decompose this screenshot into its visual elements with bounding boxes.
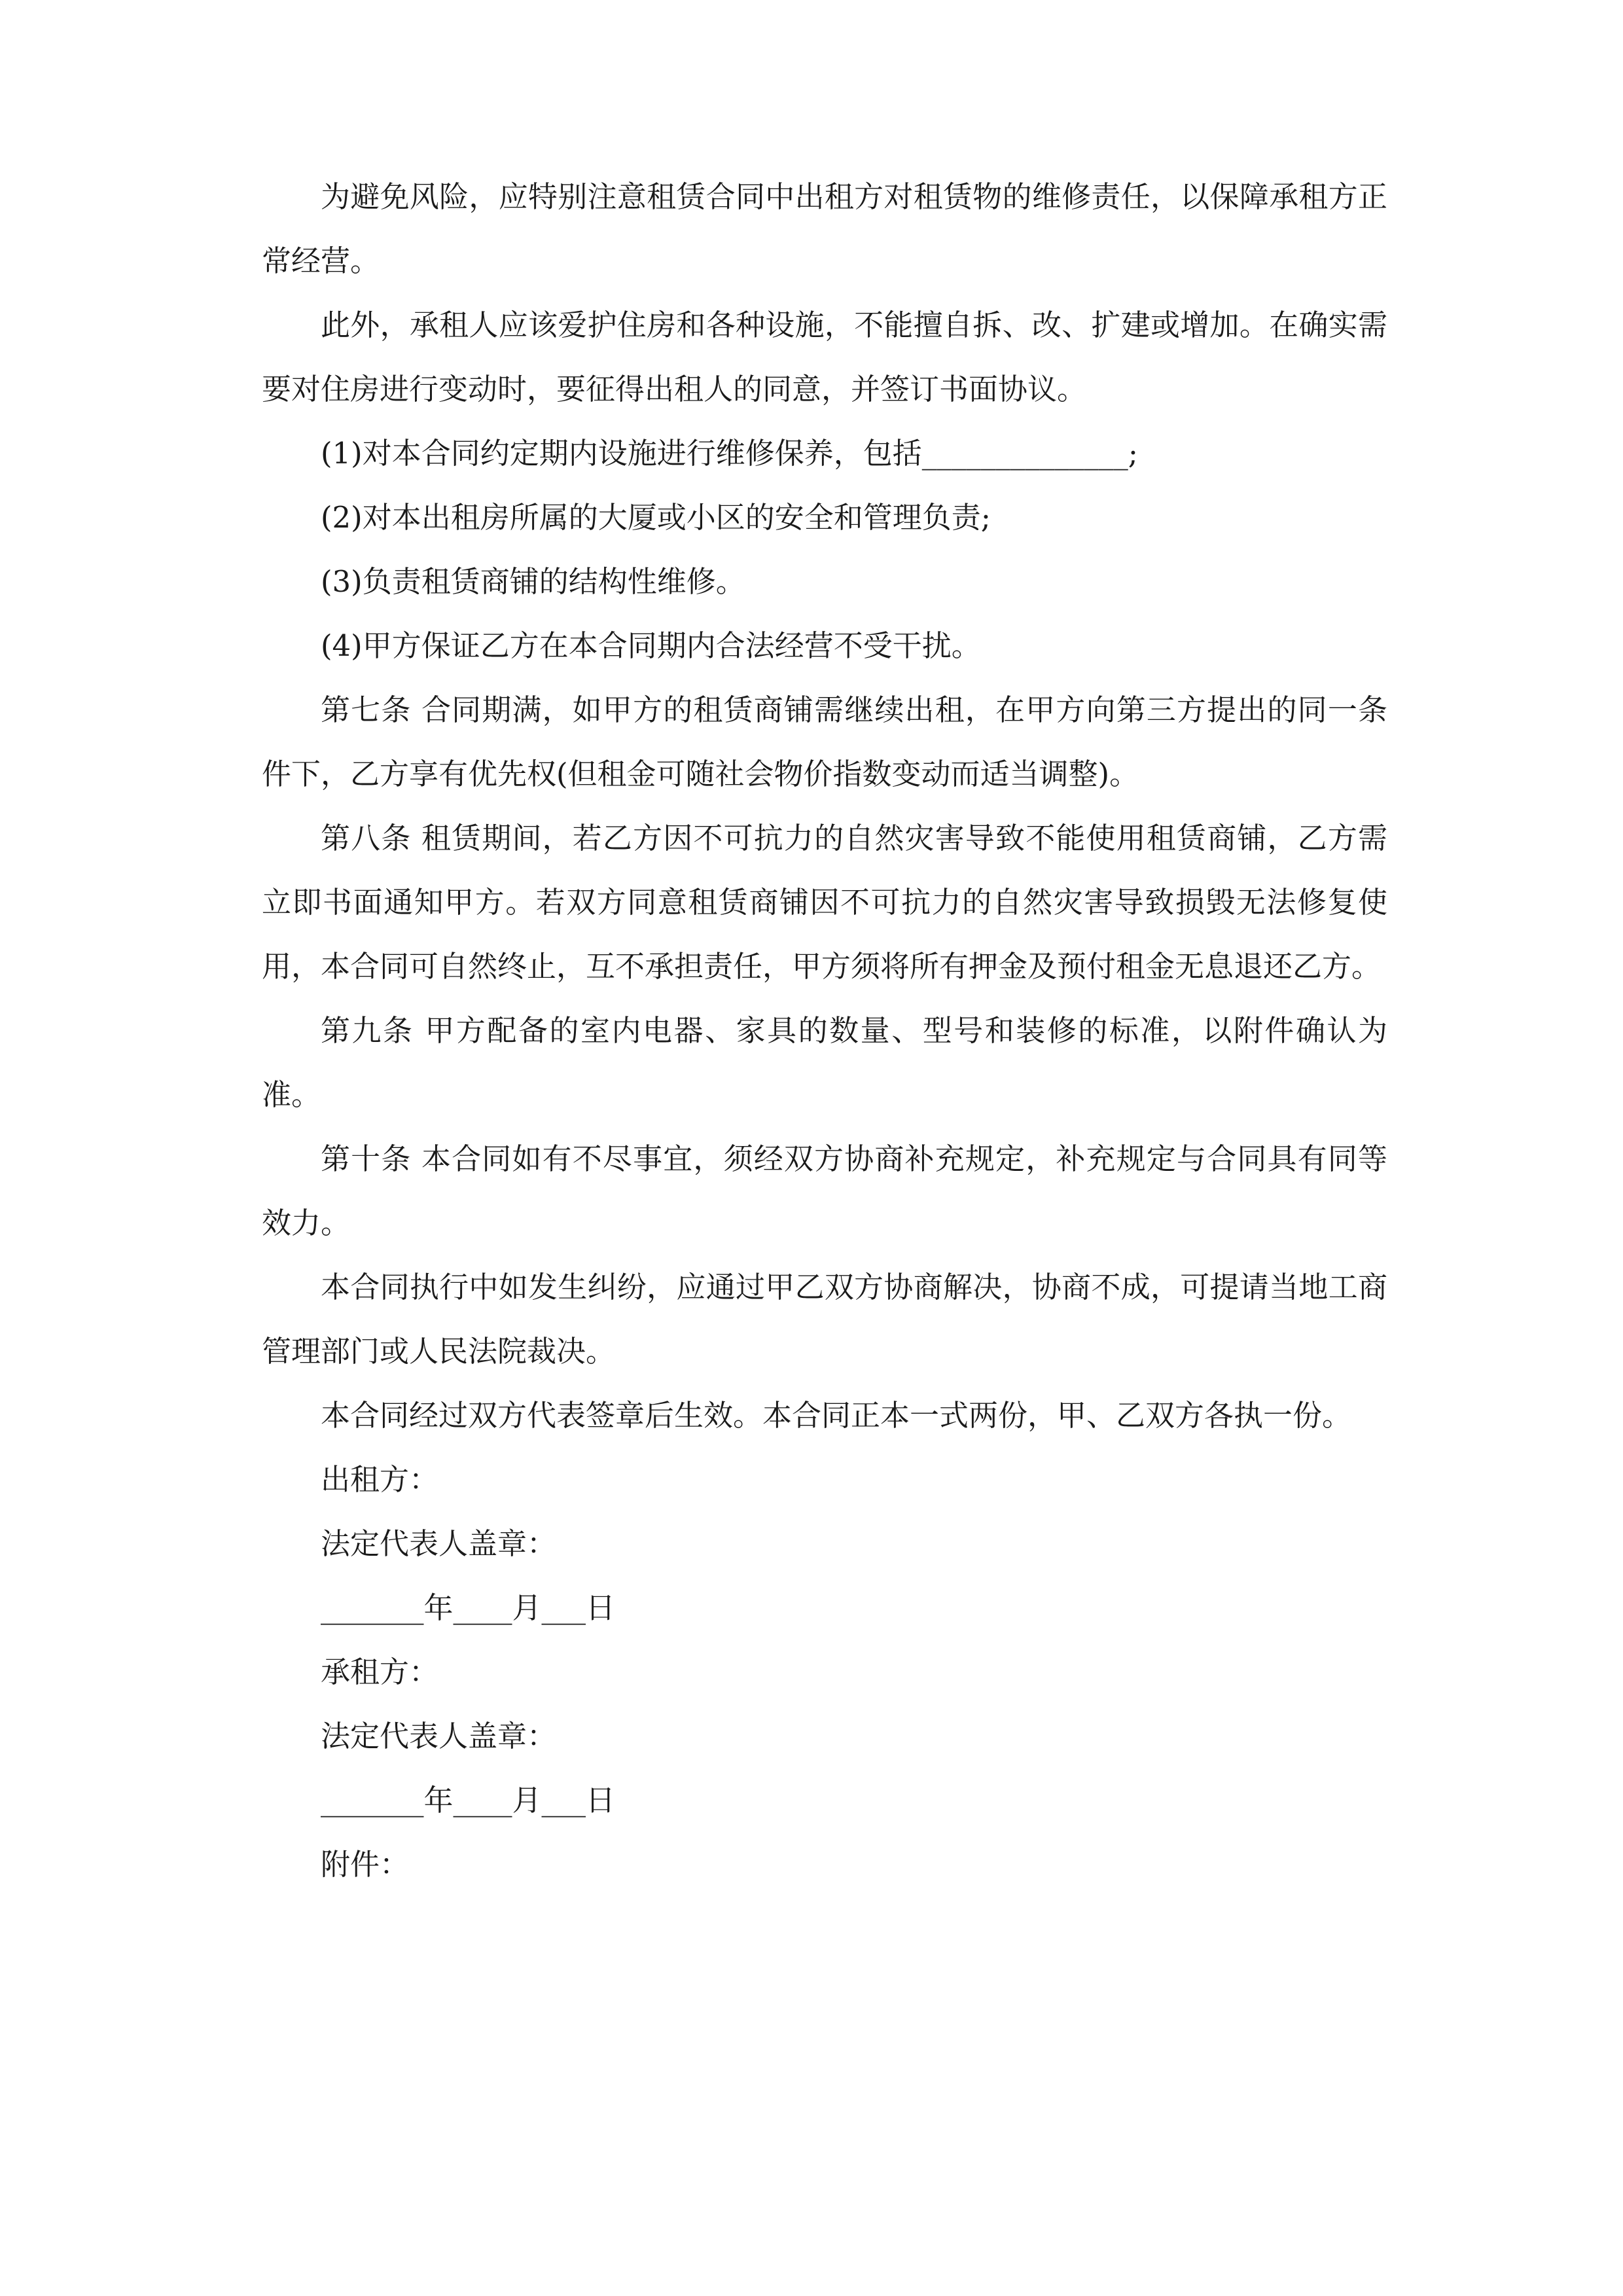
lessee-label: 承租方： xyxy=(321,1655,439,1689)
lessor-date-line: _______年____月___日 xyxy=(321,1590,616,1625)
clause-item-2: (2)对本出租房所属的大厦或小区的安全和管理负责; xyxy=(321,500,991,535)
lessor-label: 出租方： xyxy=(321,1462,439,1497)
article-8: 第八条 租赁期间，若乙方因不可抗力的自然灾害导致不能使用租赁商铺，乙方需立即书面通知甲方。若双方同意租赁商铺因不可抗力的自然灾害导致损毁无法修复使用，本合同可自然终止，互不承担责任，甲方须将所有押金及预付租金无息退还乙方。 xyxy=(262,821,1387,984)
clause-item-3: (3)负责租赁商铺的结构性维修。 xyxy=(321,564,745,599)
article-10: 第十条 本合同如有不尽事宜，须经双方协商补充规定，补充规定与合同具有同等效力。 xyxy=(262,1141,1387,1240)
effectiveness-clause: 本合同经过双方代表签章后生效。本合同正本一式两份，甲、乙双方各执一份。 xyxy=(321,1398,1352,1433)
clause-item-1: (1)对本合同约定期内设施进行维修保养，包括______________; xyxy=(321,436,1138,471)
dispute-resolution: 本合同执行中如发生纠纷，应通过甲乙双方协商解决，协商不成，可提请当地工商管理部门或人民法院裁决。 xyxy=(262,1270,1387,1369)
lessor-representative-seal: 法定代表人盖章： xyxy=(321,1526,557,1561)
article-9: 第九条 甲方配备的室内电器、家具的数量、型号和装修的标准，以附件确认为准。 xyxy=(262,1013,1387,1112)
paragraph-risk-notice: 为避免风险，应特别注意租赁合同中出租方对租赁物的维修责任，以保障承租方正常经营。 xyxy=(262,179,1387,278)
lessee-date-line: _______年____月___日 xyxy=(321,1783,616,1818)
attachment-label: 附件： xyxy=(321,1847,410,1882)
lessee-representative-seal: 法定代表人盖章： xyxy=(321,1719,557,1753)
paragraph-tenant-duty: 此外，承租人应该爱护住房和各种设施，不能擅自拆、改、扩建或增加。在确实需要对住房进行变动时，要征得出租人的同意，并签订书面协议。 xyxy=(262,308,1387,406)
clause-item-4: (4)甲方保证乙方在本合同期内合法经营不受干扰。 xyxy=(321,628,981,663)
contract-body xyxy=(262,165,1387,1897)
article-7: 第七条 合同期满，如甲方的租赁商铺需继续出租，在甲方向第三方提出的同一条件下，乙方享有优先权(但租金可随社会物价指数变动而适当调整)。 xyxy=(262,692,1387,791)
